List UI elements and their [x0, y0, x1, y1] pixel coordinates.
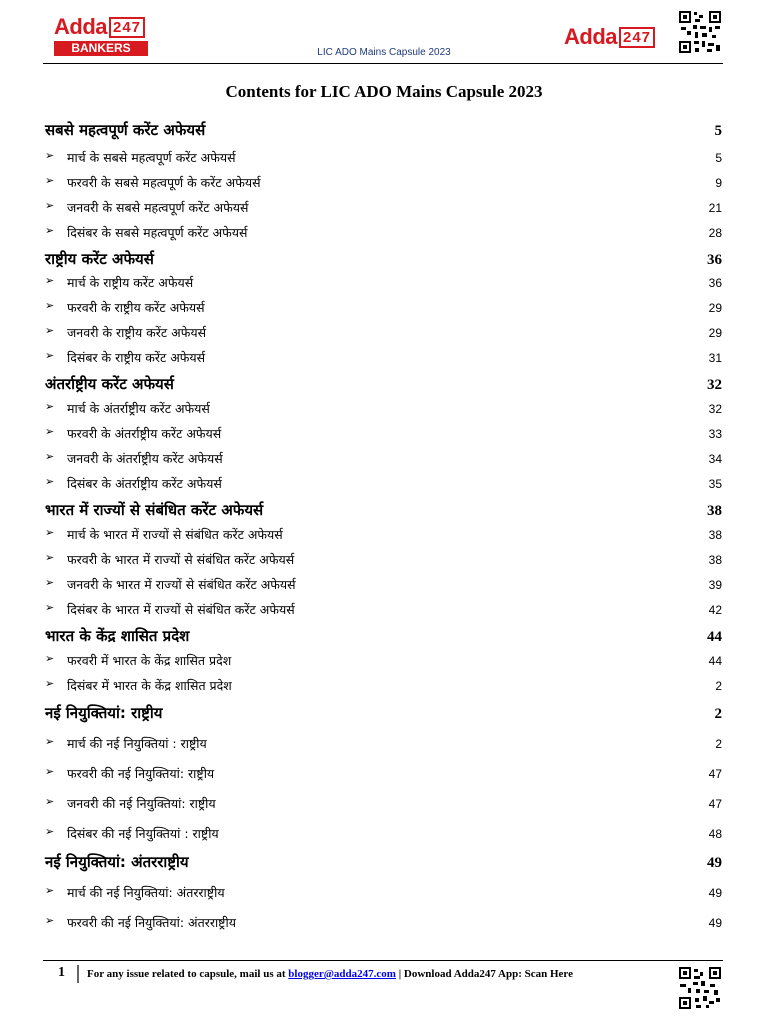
entry-label: ➢ दिसंबर के अंतर्राष्ट्रीय करेंट अफेयर्स	[45, 475, 222, 492]
section-page-number: 44	[707, 629, 722, 645]
entry-label: ➢ फरवरी की नई नियुक्तियां: राष्ट्रीय	[45, 765, 214, 782]
qr-code-icon	[678, 966, 722, 1010]
toc-section[interactable]	[45, 703, 722, 723]
section-page-number: 5	[714, 123, 722, 139]
section-title: राष्ट्रीय करेंट अफेयर्स	[45, 250, 154, 268]
toc-entry[interactable]	[45, 425, 722, 442]
section-title: भारत में राज्यों से संबंधित करेंट अफेयर्स	[45, 501, 264, 519]
entry-label: ➢ जनवरी के भारत में राज्यों से संबंधित करेंट अफेयर्स	[45, 576, 296, 593]
toc-entry[interactable]	[45, 652, 722, 669]
toc-entry[interactable]	[45, 825, 722, 842]
entry-label: ➢ फरवरी के अंतर्राष्ट्रीय करेंट अफेयर्स	[45, 425, 221, 442]
entry-label: ➢ दिसंबर में भारत के केंद्र शासित प्रदेश	[45, 677, 232, 694]
entry-label: ➢ फरवरी में भारत के केंद्र शासित प्रदेश	[45, 652, 231, 669]
toc-entry[interactable]	[45, 149, 722, 166]
entry-page-number: 44	[708, 654, 722, 668]
entry-label: ➢ दिसंबर के सबसे महत्वपूर्ण करेंट अफेयर्स	[45, 224, 248, 241]
header-title: LIC ADO Mains Capsule 2023	[317, 47, 451, 58]
toc-title: Contents for LIC ADO Mains Capsule 2023	[225, 82, 543, 101]
entry-page-number: 47	[708, 797, 722, 811]
entry-label: ➢ दिसंबर के भारत में राज्यों से संबंधित करेंट अफेयर्स	[45, 601, 295, 618]
entry-page-number: 29	[708, 326, 722, 340]
toc-entry[interactable]	[45, 400, 722, 417]
page-number: 1	[58, 965, 65, 980]
section-title: नई नियुक्तियां: अंतरराष्ट्रीय	[45, 853, 189, 871]
toc-section[interactable]	[45, 500, 722, 520]
qr-code-icon	[678, 10, 722, 54]
entry-label: ➢ फरवरी की नई नियुक्तियां: अंतरराष्ट्रीय	[45, 914, 236, 931]
entry-page-number: 29	[708, 301, 722, 315]
toc-section[interactable]	[45, 852, 722, 872]
entry-label: ➢ दिसंबर के राष्ट्रीय करेंट अफेयर्स	[45, 349, 205, 366]
toc-section[interactable]	[45, 249, 722, 269]
section-page-number: 36	[707, 252, 722, 268]
section-page-number: 49	[707, 855, 722, 871]
entry-page-number: 33	[708, 427, 722, 441]
email-link[interactable]: blogger@adda247.com	[288, 968, 396, 980]
toc-section[interactable]	[45, 374, 722, 394]
entry-label: ➢ जनवरी के सबसे महत्वपूर्ण करेंट अफेयर्स	[45, 199, 248, 216]
toc-entry[interactable]	[45, 735, 722, 752]
entry-page-number: 2	[715, 679, 722, 693]
entry-page-number: 47	[708, 767, 722, 781]
footer-text	[87, 968, 573, 980]
entry-page-number: 34	[708, 452, 722, 466]
toc-entry[interactable]	[45, 475, 722, 492]
toc-entry[interactable]	[45, 274, 722, 291]
footer-text-after: | Download Adda247 App: Scan Here	[395, 968, 573, 980]
section-page-number: 2	[714, 706, 722, 722]
section-title: अंतर्राष्ट्रीय करेंट अफेयर्स	[45, 375, 174, 393]
entry-page-number: 48	[708, 827, 722, 841]
toc-entry[interactable]	[45, 884, 722, 901]
logo-bankers-label: BANKERS	[54, 41, 148, 56]
entry-label: ➢ मार्च की नई नियुक्तियां: अंतरराष्ट्रीय	[45, 884, 225, 901]
entry-label: ➢ फरवरी के सबसे महत्वपूर्ण के करेंट अफेयर्स	[45, 174, 261, 191]
toc-entry[interactable]	[45, 174, 722, 191]
toc-entry[interactable]	[45, 526, 722, 543]
adda247-logo-right	[564, 24, 655, 50]
section-page-number: 32	[707, 377, 722, 393]
toc-entry[interactable]	[45, 199, 722, 216]
toc-entry[interactable]	[45, 450, 722, 467]
toc-section[interactable]	[45, 626, 722, 646]
toc-entry[interactable]	[45, 576, 722, 593]
toc-entry[interactable]	[45, 677, 722, 694]
toc-entry[interactable]	[45, 914, 722, 931]
toc-section[interactable]	[45, 120, 722, 140]
logo-word: Adda	[54, 14, 107, 39]
page-header	[0, 0, 768, 64]
section-title: सबसे महत्वपूर्ण करेंट अफेयर्स	[45, 121, 206, 139]
entry-page-number: 31	[708, 351, 722, 365]
footer-separator	[77, 965, 79, 983]
toc-entry[interactable]	[45, 765, 722, 782]
entry-page-number: 9	[715, 176, 722, 190]
entry-page-number: 38	[708, 528, 722, 542]
entry-page-number: 39	[708, 578, 722, 592]
entry-page-number: 2	[715, 737, 722, 751]
entry-label: ➢ जनवरी के राष्ट्रीय करेंट अफेयर्स	[45, 324, 206, 341]
entry-label: ➢ मार्च के भारत में राज्यों से संबंधित करेंट अफेयर्स	[45, 526, 283, 543]
toc-entry[interactable]	[45, 551, 722, 568]
toc-entry[interactable]	[45, 324, 722, 341]
entry-page-number: 42	[708, 603, 722, 617]
entry-page-number: 32	[708, 402, 722, 416]
section-title: नई नियुक्तियां: राष्ट्रीय	[45, 704, 163, 722]
entry-page-number: 38	[708, 553, 722, 567]
entry-label: ➢ दिसंबर की नई नियुक्तियां : राष्ट्रीय	[45, 825, 219, 842]
header-divider	[43, 63, 723, 64]
toc-entry[interactable]	[45, 224, 722, 241]
section-page-number: 38	[707, 503, 722, 519]
toc-entry[interactable]	[45, 299, 722, 316]
entry-page-number: 28	[708, 226, 722, 240]
entry-label: ➢ मार्च के सबसे महत्वपूर्ण करेंट अफेयर्स	[45, 149, 236, 166]
entry-label: ➢ मार्च के अंतर्राष्ट्रीय करेंट अफेयर्स	[45, 400, 210, 417]
entry-page-number: 21	[708, 201, 722, 215]
logo-word: Adda	[564, 24, 617, 49]
entry-label: ➢ फरवरी के राष्ट्रीय करेंट अफेयर्स	[45, 299, 205, 316]
footer-text-before: For any issue related to capsule, mail us at	[87, 968, 289, 980]
entry-page-number: 5	[715, 151, 722, 165]
toc-entry[interactable]	[45, 795, 722, 812]
toc-entry[interactable]	[45, 601, 722, 618]
footer-divider	[43, 960, 723, 961]
entry-page-number: 49	[708, 916, 722, 930]
entry-page-number: 36	[708, 276, 722, 290]
toc-entry[interactable]	[45, 349, 722, 366]
entry-label: ➢ फरवरी के भारत में राज्यों से संबंधित करेंट अफेयर्स	[45, 551, 294, 568]
logo-number: 247	[109, 17, 145, 38]
entry-label: ➢ जनवरी की नई नियुक्तियां: राष्ट्रीय	[45, 795, 216, 812]
entry-label: ➢ जनवरी के अंतर्राष्ट्रीय करेंट अफेयर्स	[45, 450, 223, 467]
entry-label: ➢ मार्च के राष्ट्रीय करेंट अफेयर्स	[45, 274, 193, 291]
section-title: भारत के केंद्र शासित प्रदेश	[45, 627, 190, 645]
logo-number: 247	[619, 27, 655, 48]
entry-page-number: 49	[708, 886, 722, 900]
entry-page-number: 35	[708, 477, 722, 491]
entry-label: ➢ मार्च की नई नियुक्तियां : राष्ट्रीय	[45, 735, 207, 752]
